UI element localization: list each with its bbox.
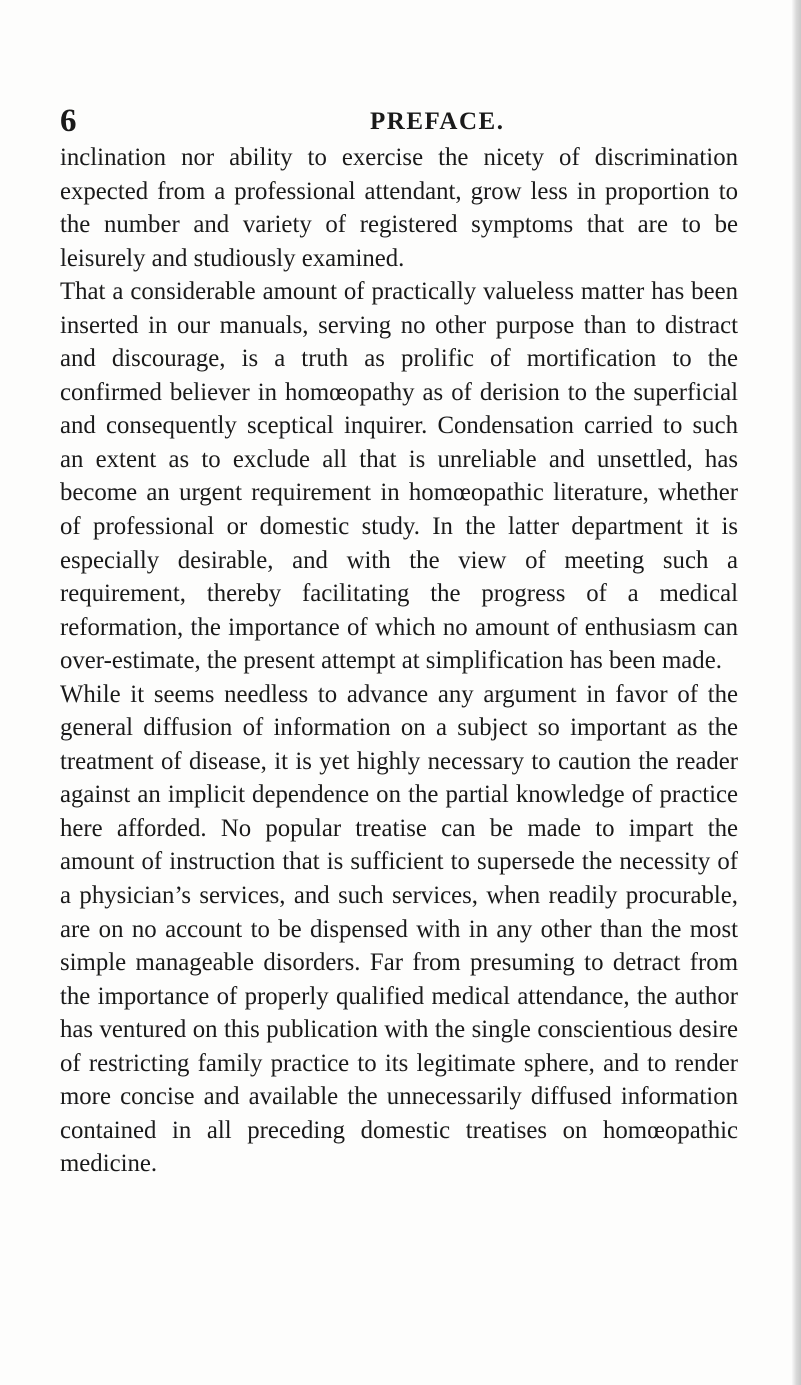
page-number: 6 — [60, 103, 77, 139]
paragraph-3: While it seems needless to advance any argument in favor of the general diffusion of information on a subject so important as the treatment of disease, it is yet highly necessary to caution the reader against an implicit dependence on the partial knowledge of practice here afforded. No popular treatise can be made to impart the amount of instruction that is sufficient to supersede the necessity of a physician’s services, and such services, when readily procurable, are on no account to be dispensed with in any other than the most simple manageable disorders. Far from presuming to detract from the importance of properly qualified medical attendance, the author has ventured on this publication with the single conscientious desire of restricting family practice to its legitimate sphere, and to render more concise and available the unnecessarily diffused information contained in all preceding domestic treatises on homœopathic medicine. — [60, 680, 738, 1178]
paragraph-1: inclination nor ability to exercise the nicety of discrimination expected from a professional attendant, grow less in proportion to the number and variety of registered symptoms that are to be leisurely and studiously examined. — [60, 144, 738, 272]
body-text — [60, 141, 738, 1181]
page-edge-shadow — [791, 0, 801, 1385]
paragraph-2: That a considerable amount of practically valueless matter has been inserted in our manuals, serving no other purpose than to distract and discourage, is a truth as prolific of mortification to the confirmed believer in homœopathy as of derision to the superficial and consequently sceptical inquirer. Condensation carried to such an extent as to exclude all that is unreliable and unsettled, has become an urgent requirement in homœopathic literature, whether of professional or domestic study. In the latter department it is especially desirable, and with the view of meeting such a requirement, thereby facilitating the progress of a medical reformation, the importance of which no amount of enthusiasm can over-estimate, the present attempt at simplification has been made. — [60, 278, 738, 675]
running-head: PREFACE. — [370, 108, 505, 135]
page-header — [60, 103, 740, 139]
